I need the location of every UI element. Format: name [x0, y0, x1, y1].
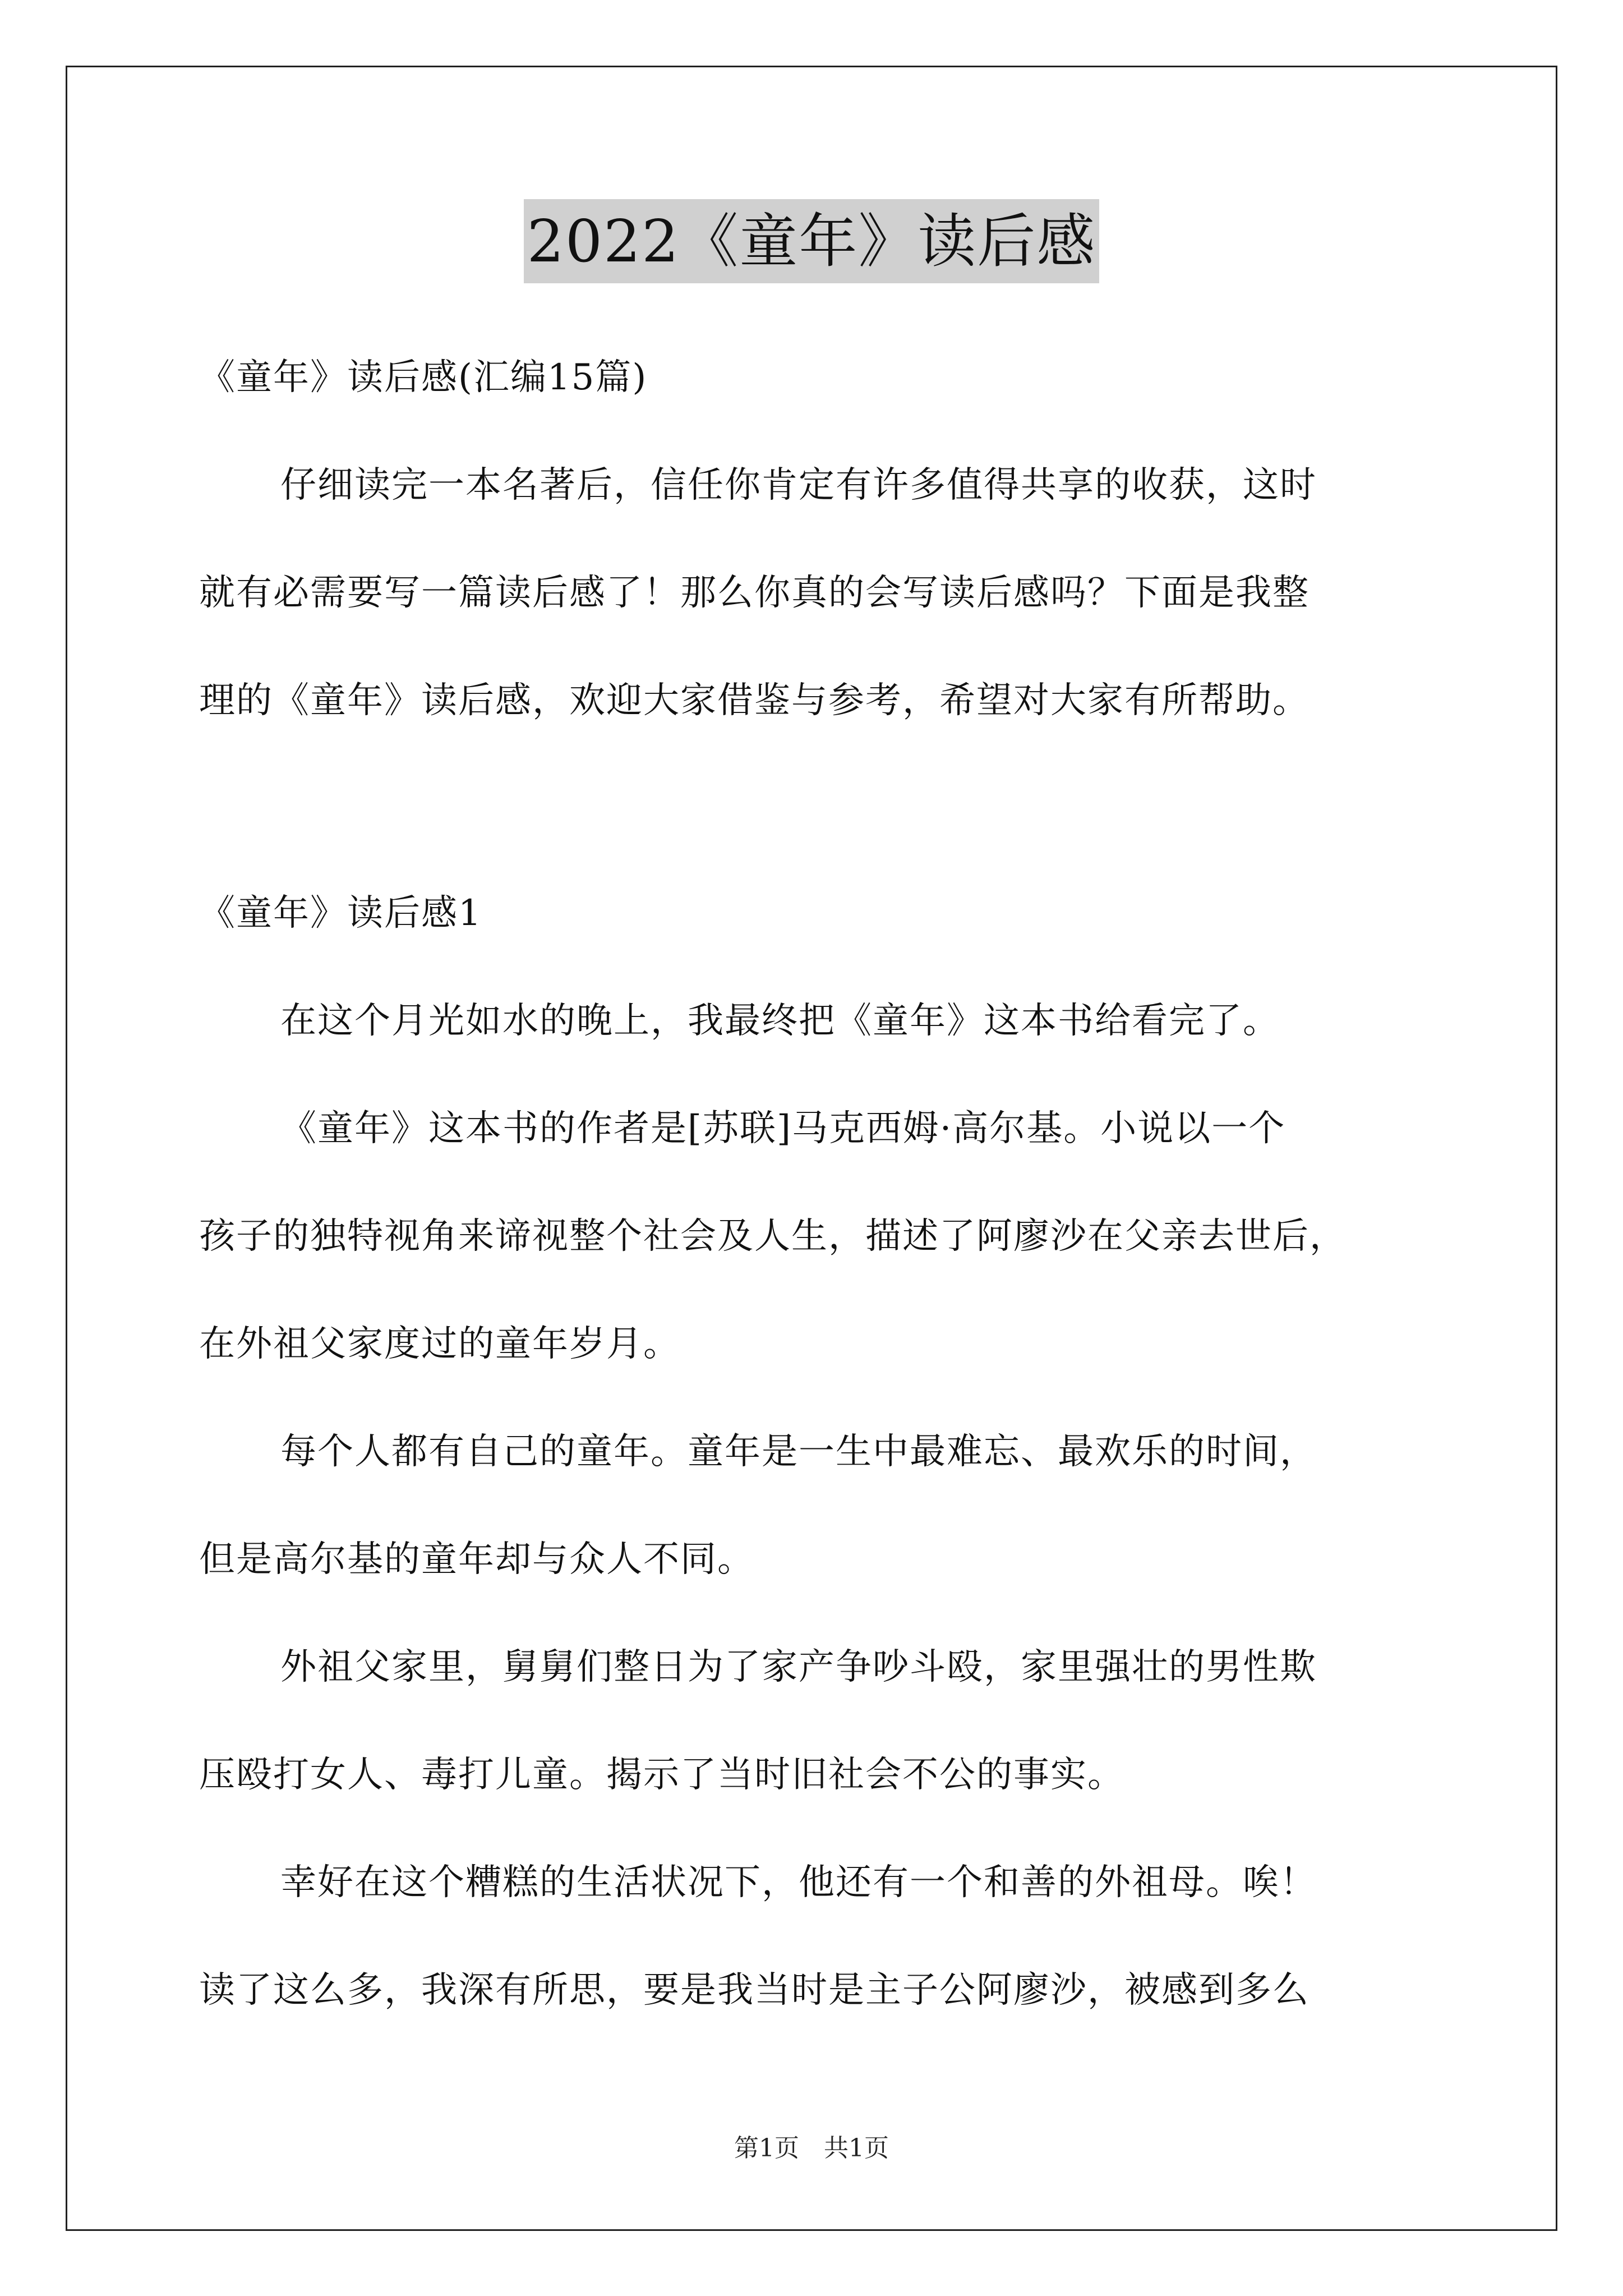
- body-line-2: 《童年》这本书的作者是[苏联]马克西姆·高尔基。小说以一个: [280, 1108, 1286, 1149]
- body-line-4: 在外祖父家度过的童年岁月。: [199, 1323, 680, 1365]
- body-line-6: 但是高尔基的童年却与众人不同。: [199, 1539, 754, 1580]
- body-line-1: 在这个月光如水的晚上，我最终把《童年》这本书给看完了。: [280, 1000, 1280, 1042]
- body-line-3: 孩子的独特视角来谛视整个社会及人生，描述了阿廖沙在父亲去世后，: [199, 1216, 1347, 1257]
- intro-line-2: 就有必需要写一篇读后感了！那么你真的会写读后感吗？下面是我整: [199, 572, 1310, 614]
- document-title: 2022《童年》读后感: [524, 199, 1100, 283]
- intro-line-1: 仔细读完一本名著后，信任你肯定有许多值得共享的收获，这时: [280, 464, 1317, 506]
- body-line-5: 每个人都有自己的童年。童年是一生中最难忘、最欢乐的时间，: [280, 1431, 1317, 1473]
- body-line-9: 幸好在这个糟糕的生活状况下，他还有一个和善的外祖母。唉！: [280, 1862, 1317, 1903]
- title-container: [0, 199, 1623, 283]
- section-heading: 《童年》读后感1: [199, 892, 482, 934]
- intro-line-3: 理的《童年》读后感，欢迎大家借鉴与参考，希望对大家有所帮助。: [199, 680, 1310, 721]
- document-subtitle: 《童年》读后感(汇编15篇): [199, 357, 648, 398]
- body-line-10: 读了这么多，我深有所思，要是我当时是主子公阿廖沙，被感到多么: [199, 1970, 1310, 2011]
- body-line-8: 压殴打女人、毒打儿童。揭示了当时旧社会不公的事实。: [199, 1754, 1124, 1796]
- body-line-7: 外祖父家里，舅舅们整日为了家产争吵斗殴，家里强壮的男性欺: [280, 1646, 1317, 1688]
- page-footer: 第1页 共1页: [734, 2134, 889, 2162]
